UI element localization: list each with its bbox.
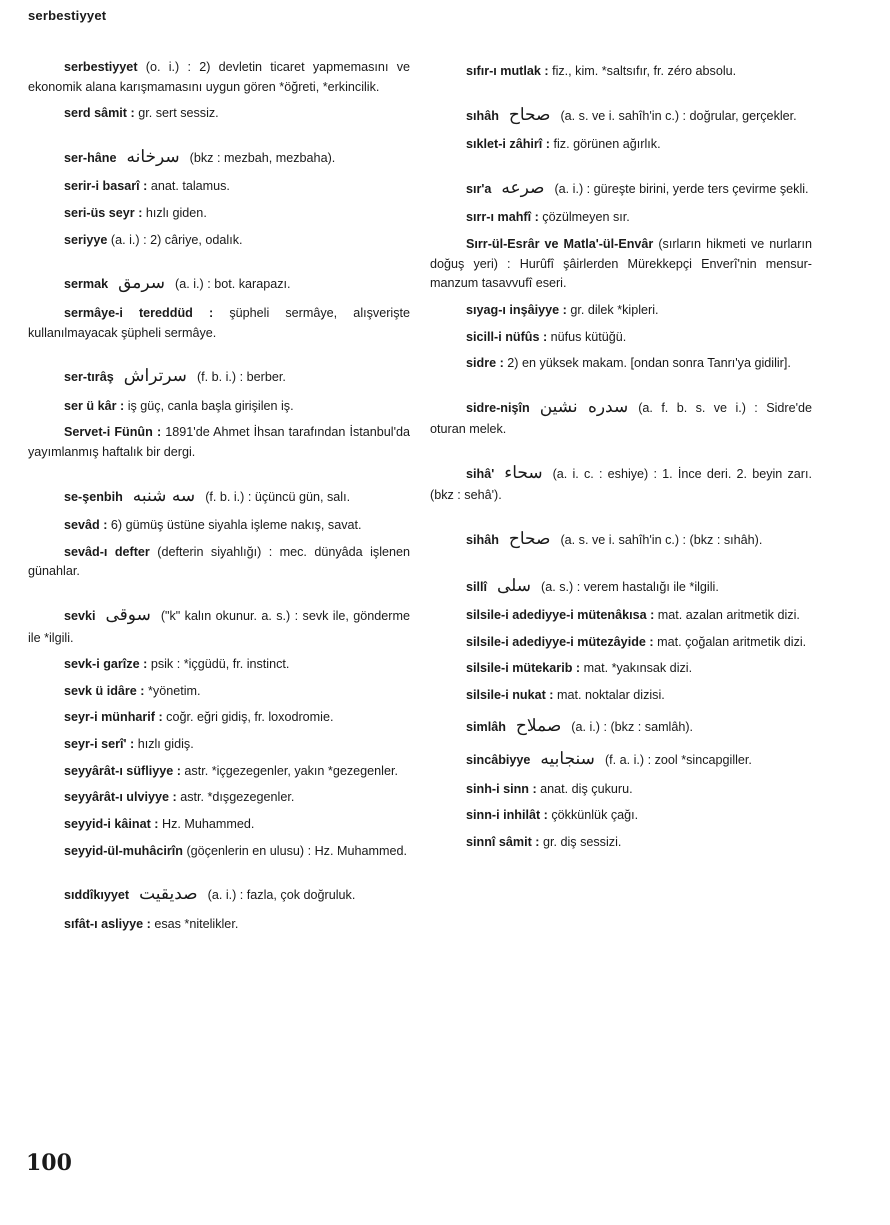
dictionary-entry xyxy=(430,354,812,374)
entry-headword: sihâ' xyxy=(466,466,495,481)
entry-headword: sermâye-i tereddüd : xyxy=(64,305,214,320)
entry-definition: *yönetim. xyxy=(148,683,201,698)
dictionary-entry xyxy=(28,842,410,862)
dictionary-entry xyxy=(430,208,812,228)
entry-definition: mat. çoğalan aritmetik dizi. xyxy=(657,634,807,649)
dictionary-entry xyxy=(28,177,410,197)
entry-arabic-script: صملاح xyxy=(515,715,562,736)
dictionary-entry xyxy=(28,881,410,908)
entry-definition: çözülmeyen sır. xyxy=(542,210,630,225)
entry-definition: (f. a. i.) : zool *sincapgiller. xyxy=(604,753,752,768)
entry-definition: (a. i.) : güreşte birini, yerde ters çevirme şekli. xyxy=(554,181,809,196)
entry-headword: seyr-i serî' : xyxy=(64,737,135,752)
entry-headword: sincâbiyye xyxy=(466,753,531,768)
entry-definition: (f. b. i.) : üçüncü gün, salı. xyxy=(205,489,351,504)
entry-headword: serir-i basarî : xyxy=(64,179,148,194)
entry-headword: silsile-i adediyye-i mütenâkısa : xyxy=(466,608,655,623)
entry-headword: seyyid-ül-muhâcirîn xyxy=(64,843,183,858)
dictionary-entry xyxy=(430,175,812,202)
entry-arabic-script: سنجابيه xyxy=(540,749,595,770)
page-number: 100 xyxy=(26,1150,72,1176)
entry-definition: gr. dilek *kipleri. xyxy=(570,302,659,317)
entry-definition: hızlı gidiş. xyxy=(137,737,194,752)
dictionary-entry xyxy=(28,655,410,675)
entry-headword: serbestiyyet xyxy=(64,60,138,74)
dictionary-entry xyxy=(430,686,812,706)
entry-headword: sırr-ı mahfî : xyxy=(466,210,539,225)
entry-definition: Hz. Muhammed. xyxy=(162,817,255,832)
dictionary-entry xyxy=(430,659,812,679)
dictionary-entry xyxy=(430,102,812,129)
entry-definition: astr. *dışgezegenler. xyxy=(180,790,295,805)
entry-definition: astr. *içgezegenler, yakın *gezegenler. xyxy=(184,763,398,778)
entry-headword: sidre : xyxy=(466,356,504,371)
dictionary-entry xyxy=(28,602,410,648)
entry-definition: anat. talamus. xyxy=(150,179,230,194)
entry-headword: sıyag-ı inşâiyye : xyxy=(466,302,567,317)
dictionary-entry xyxy=(430,328,812,348)
dictionary-entry xyxy=(430,780,812,800)
entry-headword: seyr-i münharif : xyxy=(64,710,163,725)
entry-definition: (a. i.) : (bkz : samlâh). xyxy=(571,719,694,734)
entry-headword: silsile-i mütekarib : xyxy=(466,661,581,676)
dictionary-entry xyxy=(430,806,812,826)
entry-headword: seyyid-i kâinat : xyxy=(64,817,159,832)
dictionary-entry xyxy=(28,762,410,782)
entry-definition: coğr. eğri gidiş, fr. loxodromie. xyxy=(166,710,334,725)
dictionary-entry xyxy=(430,135,812,155)
dictionary-entry xyxy=(28,483,410,510)
dictionary-entry xyxy=(430,526,812,553)
entry-arabic-script: صحاح xyxy=(508,104,551,125)
entry-arabic-script: صحاح xyxy=(508,529,551,550)
entry-definition: (a. i.) : 2) câriye, odalık. xyxy=(110,232,243,247)
entry-arabic-script: سحاء xyxy=(504,462,543,483)
entry-definition: (a. s. ve i. sahîh'in c.) : (bkz : sıhâh). xyxy=(560,533,763,548)
entry-headword: Sırr-ül-Esrâr ve Matla'-ül-Envâr xyxy=(466,236,654,251)
entry-headword: sicill-i nüfûs : xyxy=(466,329,548,344)
dictionary-entry xyxy=(28,788,410,808)
dictionary-entry xyxy=(28,735,410,755)
entry-definition: iş güç, canla başla girişilen iş. xyxy=(127,398,294,413)
dictionary-entry xyxy=(28,144,410,171)
entry-definition: (bkz : mezbah, mezbaha). xyxy=(189,150,336,165)
entry-definition: (a. s. ve i. sahîh'in c.) : doğrular, gerçekler. xyxy=(560,108,797,123)
dictionary-entry xyxy=(430,746,812,773)
entry-definition: ("k" kalın okunur. a. s.) : sevk ile, gönderme ile *ilgili. xyxy=(28,609,410,645)
entry-definition: fiz. görünen ağırlık. xyxy=(553,137,661,152)
entry-headword: ser-hâne xyxy=(64,150,117,165)
entry-headword: sinh-i sinn : xyxy=(466,781,537,796)
entry-headword: seyyârât-ı ulviyye : xyxy=(64,790,177,805)
dictionary-entry xyxy=(430,633,812,653)
entry-headword: ser ü kâr : xyxy=(64,398,125,413)
dictionary-entry xyxy=(28,270,410,297)
entry-headword: sihâh xyxy=(466,533,499,548)
entry-headword: seriyye xyxy=(64,232,108,247)
entry-headword: sıfât-ı asliyye : xyxy=(64,916,151,931)
entry-arabic-script: سرمق xyxy=(118,273,166,294)
entry-headword: ser-tırâş xyxy=(64,370,114,385)
entry-definition: gr. diş sessizi. xyxy=(542,835,622,850)
entry-headword: sıddîkıyyet xyxy=(64,888,130,903)
right-column xyxy=(430,62,812,860)
dictionary-entry xyxy=(28,915,410,935)
entry-headword: sevki xyxy=(64,609,96,624)
entry-definition: (a. i. c. : eshiye) : 1. İnce deri. 2. beyin zarı. (bkz : sehâ'). xyxy=(430,466,812,503)
entry-headword: sıfır-ı mutlak : xyxy=(466,64,549,78)
entry-definition: (a. f. b. s. ve i.) : Sidre'de oturan melek. xyxy=(430,400,813,437)
dictionary-entry xyxy=(430,573,812,600)
entry-definition: gr. sert sessiz. xyxy=(138,106,219,121)
entry-headword: se-şenbih xyxy=(64,489,123,504)
entry-headword: sır'a xyxy=(466,181,492,196)
dictionary-entry xyxy=(28,708,410,728)
entry-definition: mat. azalan aritmetik dizi. xyxy=(657,608,800,623)
left-column xyxy=(28,58,410,941)
entry-definition: 6) gümüş üstüne siyahla işleme nakış, savat. xyxy=(110,518,362,533)
entry-definition: (f. b. i.) : berber. xyxy=(196,370,286,385)
entry-arabic-script: سرتراش xyxy=(123,366,187,387)
dictionary-entry xyxy=(430,713,812,740)
entry-arabic-script: سدره نشين xyxy=(539,396,629,417)
dictionary-entry xyxy=(28,231,410,251)
dictionary-entry xyxy=(28,815,410,835)
entry-headword: sevk ü idâre : xyxy=(64,683,145,698)
entry-definition: çökkünlük çağı. xyxy=(551,808,639,823)
dictionary-entry xyxy=(28,304,410,343)
dictionary-entry xyxy=(28,104,410,124)
dictionary-entry xyxy=(430,235,812,294)
dictionary-entry xyxy=(430,460,812,506)
dictionary-entry xyxy=(28,204,410,224)
entry-arabic-script: سه شنبه xyxy=(132,485,196,506)
entry-definition: fiz., kim. *saltsıfır, fr. zéro absolu. xyxy=(552,64,737,78)
entry-headword: simlâh xyxy=(466,719,506,734)
dictionary-entry xyxy=(430,606,812,626)
entry-definition: (göçenlerin en ulusu) : Hz. Muhammed. xyxy=(186,843,407,858)
entry-headword: sevâd-ı defter xyxy=(64,544,150,559)
dictionary-entry xyxy=(28,58,410,97)
entry-headword: sidre-nişîn xyxy=(466,400,530,415)
entry-definition: (a. i.) : bot. karapazı. xyxy=(175,277,291,292)
entry-headword: seyyârât-ı süfliyye : xyxy=(64,763,181,778)
entry-arabic-script: سلى xyxy=(497,575,532,596)
dictionary-entry xyxy=(28,397,410,417)
dictionary-entry xyxy=(28,682,410,702)
entry-definition: esas *nitelikler. xyxy=(154,916,239,931)
dictionary-entry xyxy=(430,301,812,321)
entry-headword: sevk-i garîze : xyxy=(64,657,148,672)
entry-arabic-script: صديقيت xyxy=(139,884,198,905)
entry-headword: silsile-i nukat : xyxy=(466,688,554,703)
entry-definition: hızlı giden. xyxy=(145,206,207,221)
entry-headword: sermak xyxy=(64,277,109,292)
running-head: serbestiyyet xyxy=(28,8,107,23)
entry-arabic-script: سرخانه xyxy=(126,146,180,167)
entry-arabic-script: سوقى xyxy=(105,605,151,626)
entry-headword: seri-üs seyr : xyxy=(64,206,143,221)
dictionary-entry xyxy=(430,62,812,82)
entry-definition: psik : *içgüdü, fr. instinct. xyxy=(150,657,290,672)
entry-headword: silsile-i adediyye-i mütezâyide : xyxy=(466,634,654,649)
entry-headword: serd sâmit : xyxy=(64,106,135,121)
entry-definition: 1891'de Ahmet İhsan tarafından İstanbul'da yayımlanmış haftalık bir dergi. xyxy=(28,425,411,459)
entry-headword: sevâd : xyxy=(64,518,108,533)
entry-definition: şüpheli sermâye, alışverişte kullanılmayacak şüpheli sermâye. xyxy=(28,305,411,340)
entry-definition: (a. s.) : verem hastalığı ile *ilgili. xyxy=(541,579,719,594)
dictionary-entry xyxy=(430,394,812,440)
entry-headword: sinnî sâmit : xyxy=(466,835,540,850)
entry-definition: (defterin siyahlığı) : mec. dünyâda işlenen günahlar. xyxy=(28,544,411,579)
dictionary-entry xyxy=(28,423,410,462)
entry-definition: mat. *yakınsak dizi. xyxy=(583,661,693,676)
entry-headword: sıhâh xyxy=(466,108,499,123)
dictionary-entry xyxy=(28,543,410,582)
entry-headword: sinn-i inhilât : xyxy=(466,808,548,823)
entry-arabic-script: صرعه xyxy=(501,177,545,198)
dictionary-entry xyxy=(28,516,410,536)
entry-definition: 2) en yüksek makam. [ondan sonra Tanrı'ya gidilir]. xyxy=(507,356,791,371)
entry-definition: (a. i.) : fazla, çok doğruluk. xyxy=(207,888,356,903)
dictionary-entry xyxy=(28,363,410,390)
entry-definition: mat. noktalar dizisi. xyxy=(556,688,665,703)
dictionary-entry xyxy=(430,833,812,853)
entry-definition: (sırların hikmeti ve nurların doğuş yeri) : Hurûfî şâirlerden Mürekkepçi Enverî'nin mensur-manzum tasavvufî eseri. xyxy=(430,236,813,291)
entry-definition: nüfus kütüğü. xyxy=(550,329,627,344)
entry-headword: Servet-i Fünûn : xyxy=(64,425,162,440)
entry-headword: sıklet-i zâhirî : xyxy=(466,137,550,152)
entry-definition: (o. i.) : 2) devletin ticaret yapmemasını ve ekonomik alana karışmamasını uygun gören *öğreti, *erkincilik. xyxy=(28,60,410,94)
entry-headword: sillî xyxy=(466,579,487,594)
entry-definition: anat. diş çukuru. xyxy=(540,781,633,796)
